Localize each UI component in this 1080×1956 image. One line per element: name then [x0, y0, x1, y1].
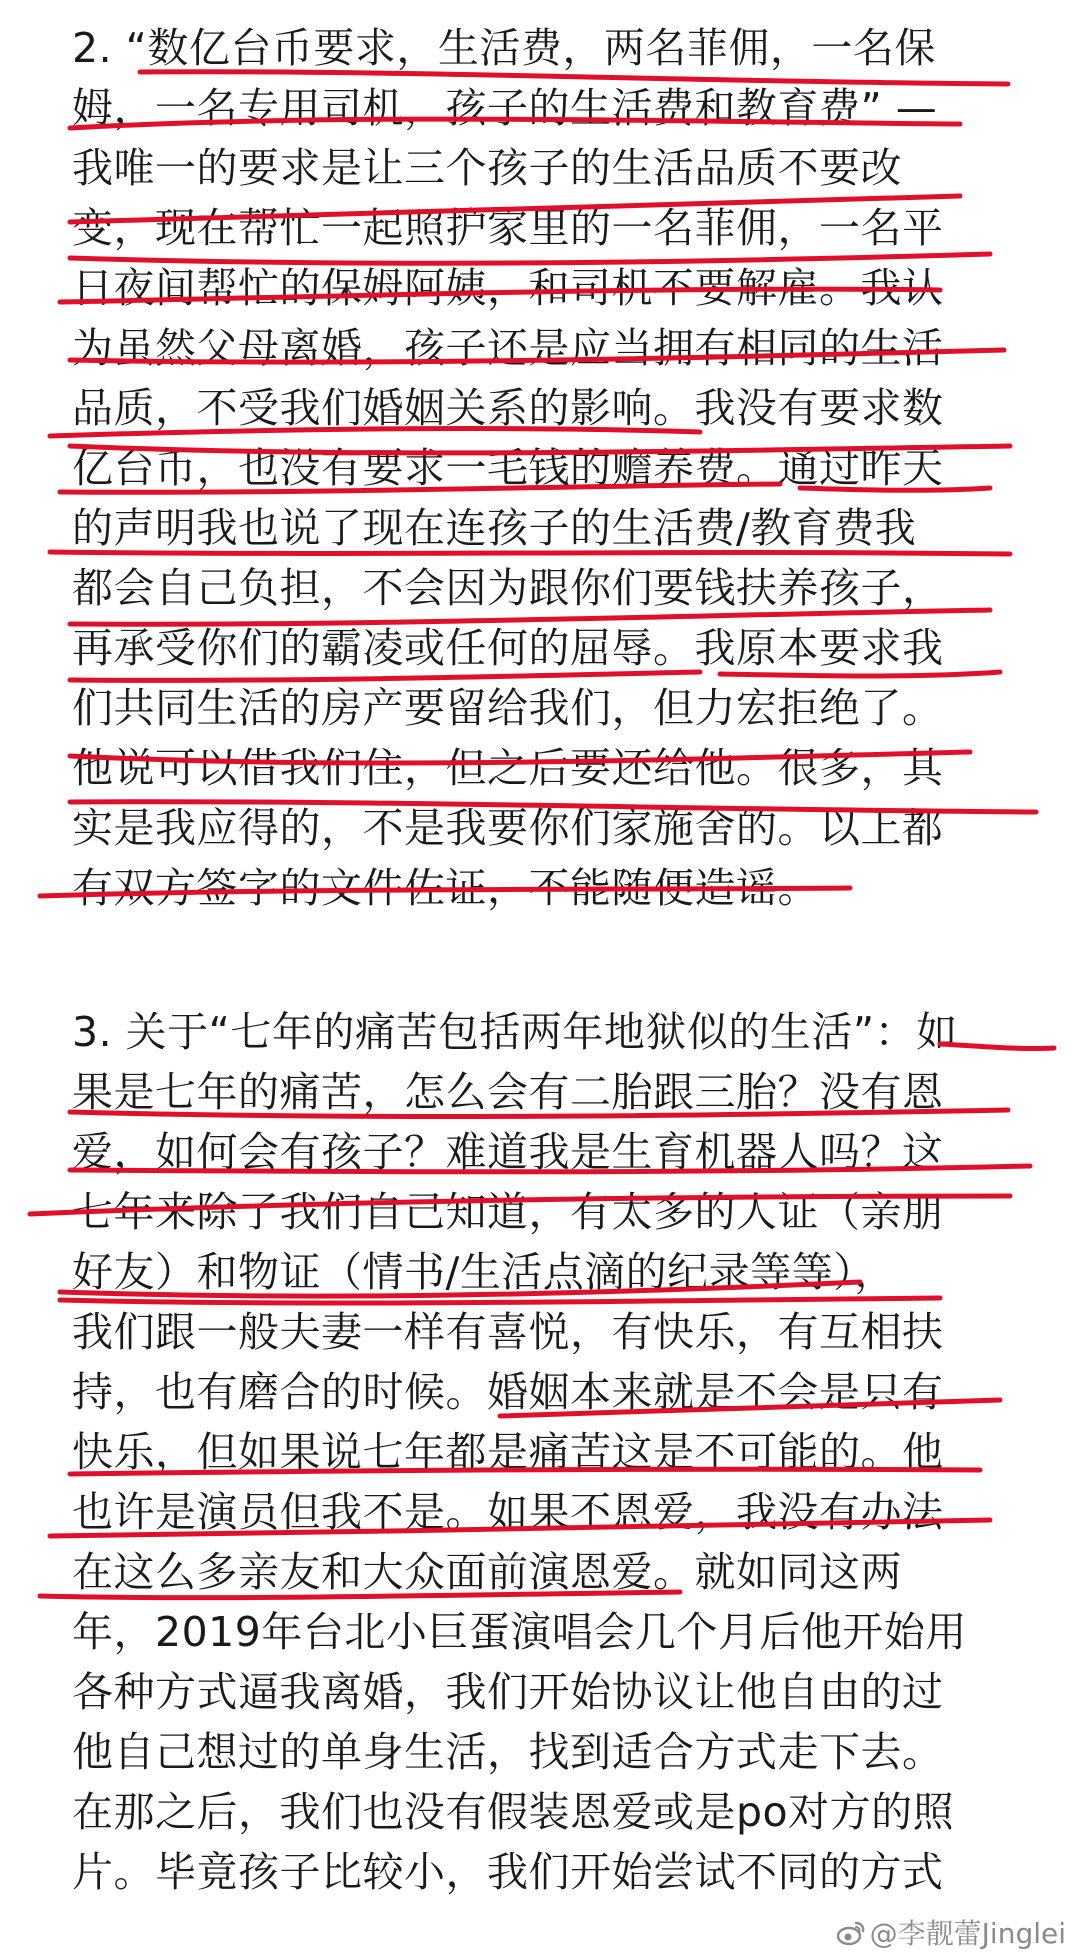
- text-line: 快乐，但如果说七年都是痛苦这是不可能的。他: [72, 1428, 944, 1476]
- text-line: 他自己想过的单身生活，找到适合方式走下去。: [72, 1728, 944, 1776]
- text-line: 都会自己负担，不会因为跟你们要钱扶养孩子，: [72, 564, 944, 612]
- text-line: 变，现在帮忙一起照护家里的一名菲佣，一名平: [72, 204, 944, 252]
- text-line: 日夜间帮忙的保姆阿姨，和司机不要解雇。我认: [72, 264, 944, 312]
- text-line: 各种方式逼我离婚，我们开始协议让他自由的过: [72, 1668, 944, 1716]
- text-line: 为虽然父母离婚，孩子还是应当拥有相同的生活: [72, 324, 944, 372]
- paragraph-2: [72, 18, 1022, 918]
- text-line: 再承受你们的霸凌或任何的屈辱。我原本要求我: [72, 624, 944, 672]
- text-line: 我们跟一般夫妻一样有喜悦，有快乐，有互相扶: [72, 1308, 944, 1356]
- text-line: 在这么多亲友和大众面前演恩爱。就如同这两: [72, 1548, 902, 1596]
- text-line: 亿台币，也没有要求一毛钱的赡养费。通过昨天: [72, 444, 944, 492]
- text-line: 姆，一名专用司机，孩子的生活费和教育费” —: [72, 84, 938, 132]
- text-line: 品质，不受我们婚姻关系的影响。我没有要求数: [72, 384, 944, 432]
- text-line: 持，也有磨合的时候。婚姻本来就是不会是只有: [72, 1368, 944, 1416]
- text-line: 我唯一的要求是让三个孩子的生活品质不要改: [72, 144, 902, 192]
- text-line: 2. “数亿台币要求，生活费，两名菲佣，一名保: [72, 24, 936, 72]
- text-line: 果是七年的痛苦，怎么会有二胎跟三胎？没有恩: [72, 1068, 944, 1116]
- text-line: 们共同生活的房产要留给我们，但力宏拒绝了。: [72, 684, 944, 732]
- text-line: 爱，如何会有孩子？难道我是生育机器人吗？这: [72, 1128, 944, 1176]
- text-line: 好友）和物证（情书/生活点滴的纪录等等），: [72, 1248, 896, 1296]
- weibo-logo-icon: [836, 1918, 866, 1948]
- watermark-text: @李靓蕾Jinglei: [869, 1917, 1066, 1950]
- text-line: 也许是演员但我不是。如果不恩爱，我没有办法: [72, 1488, 944, 1536]
- text-line: 他说可以借我们住，但之后要还给他。很多，其: [72, 744, 944, 792]
- text-line: 的声明我也说了现在连孩子的生活费/教育费我: [72, 504, 917, 552]
- text-line: 年，2019年台北小巨蛋演唱会几个月后他开始用: [72, 1608, 967, 1656]
- text-line: 片。毕竟孩子比较小，我们开始尝试不同的方式: [72, 1848, 944, 1896]
- text-line: 七年来除了我们自己知道，有太多的人证（亲朋: [72, 1188, 944, 1236]
- text-line: 在那之后，我们也没有假装恩爱或是po对方的照: [72, 1788, 955, 1836]
- paragraph-3: [72, 1002, 1022, 1902]
- text-line: 3. 关于“七年的痛苦包括两年地狱似的生活”：如: [72, 1008, 958, 1056]
- text-line: 实是我应得的，不是我要你们家施舍的。以上都: [72, 804, 944, 852]
- text-line: 有双方签字的文件佐证，不能随便造谣。: [72, 864, 819, 912]
- weibo-watermark: [836, 1912, 1066, 1952]
